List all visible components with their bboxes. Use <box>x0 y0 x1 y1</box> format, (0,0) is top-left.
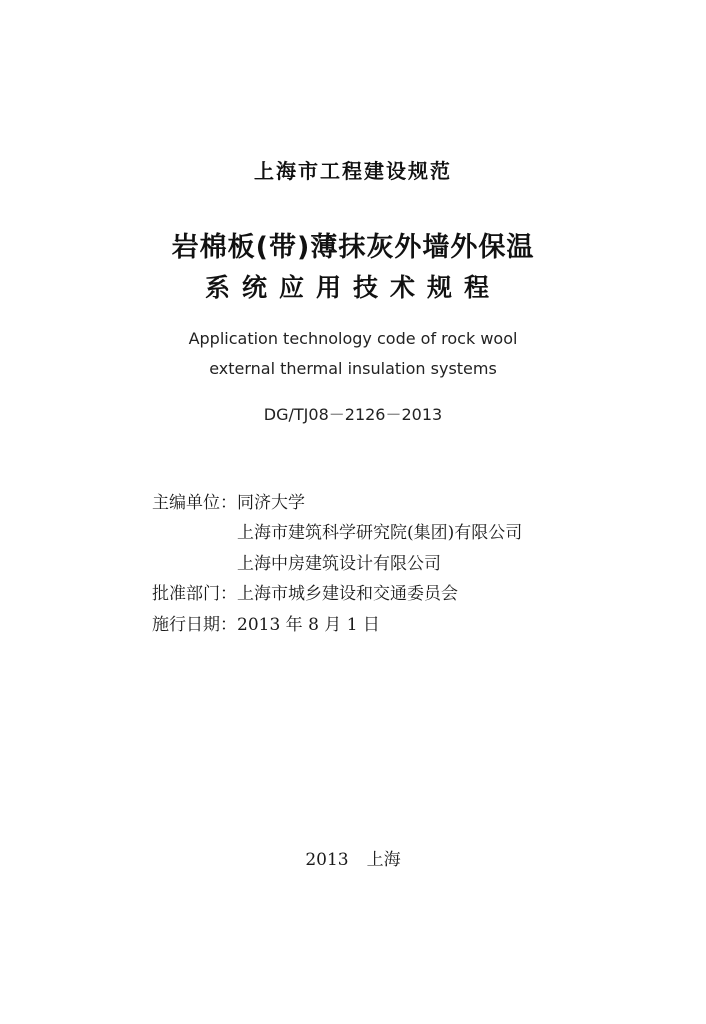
chief-editor-label: 主编单位： <box>152 493 237 513</box>
co-editor-1: 上海市建筑科学研究院(集团)有限公司 <box>237 523 523 543</box>
english-title-line-2: external thermal insulation systems <box>209 359 497 378</box>
effective-date-row <box>152 610 380 635</box>
title-line-2: 系统应用技术规程 <box>204 273 501 302</box>
chief-editor: 同济大学 <box>237 493 305 513</box>
effective-date: 2013 年 8 月 1 日 <box>237 615 380 635</box>
approver-label: 批准部门： <box>152 584 237 604</box>
co-editor-2: 上海中房建筑设计有限公司 <box>237 554 441 574</box>
publication-year: 2013 <box>305 850 349 870</box>
approver-row <box>152 579 458 604</box>
publication-footer <box>0 845 706 870</box>
standard-code: DG/TJ08－2126－2013 <box>263 405 443 424</box>
approver: 上海市城乡建设和交通委员会 <box>237 584 458 604</box>
effective-date-label: 施行日期： <box>152 615 237 635</box>
standard-series: 上海市工程建设规范 <box>254 159 452 183</box>
publication-city: 上海 <box>366 850 401 870</box>
title-line-1: 岩棉板(带)薄抹灰外墙外保温 <box>171 232 535 263</box>
chief-editor-row <box>152 488 305 513</box>
english-title-line-1: Application technology code of rock wool <box>188 329 518 348</box>
